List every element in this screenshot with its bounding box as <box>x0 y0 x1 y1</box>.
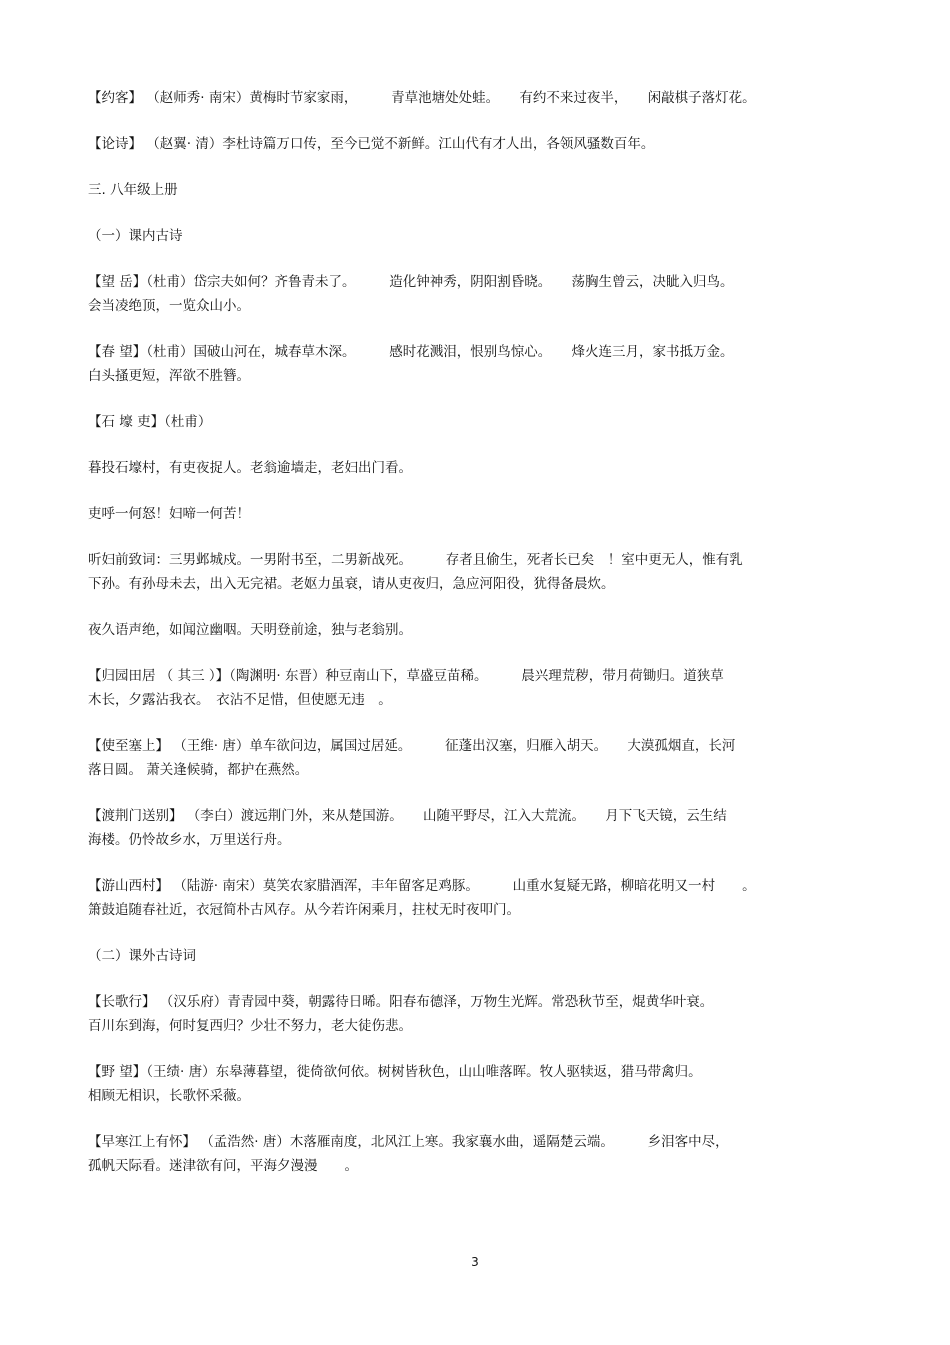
paragraph-yewang: 【野 望】（王绩· 唐）东皋薄暮望，徙倚欲何依。树树皆秋色，山山唯落晖。牧人驱犊返，猎马带禽归。 相顾无相识，长歌怀采薇。 <box>88 1064 702 1104</box>
section-heading-grade8: 三. 八年级上册 <box>88 182 178 198</box>
paragraph-chunwang: 【春 望】（杜甫）国破山河在，城春草木深。 感时花溅泪，恨别鸟惊心。 烽火连三月，家书抵万金。 白头搔更短，浑欲不胜簪。 <box>88 344 734 384</box>
paragraph-guiyuantianju: 【归园田居 （ 其三 ）】（陶渊明· 东晋）种豆南山下，草盛豆苗稀。 晨兴理荒秽，带月荷锄归。道狭草 木长，夕露沾我衣。 衣沾不足惜，但使愿无违 。 <box>88 668 724 708</box>
paragraph-shihaoli-4: 夜久语声绝，如闻泣幽咽。天明登前途，独与老翁别。 <box>88 622 412 638</box>
paragraph-yueke: 【约客】 （赵师秀· 南宋）黄梅时节家家雨， 青草池塘处处蛙。 有约不来过夜半， 闲敲棋子落灯花。 <box>88 90 756 106</box>
subsection-heading-extracurricular: （二）课外古诗词 <box>88 948 196 964</box>
paragraph-changgexing: 【长歌行】 （汉乐府）青青园中葵，朝露待日晞。阳春布德泽，万物生光辉。常恐秋节至，焜黄华叶衰。 百川东到海，何时复西归？少壮不努力，老大徒伤悲。 <box>88 994 714 1034</box>
paragraph-youshanxicun: 【游山西村】 （陆游· 南宋）莫笑农家腊酒浑，丰年留客足鸡豚。 山重水复疑无路，柳暗花明又一村 。 箫鼓追随春社近，衣冠简朴古风存。从今若许闲乘月，拄杖无时夜叩门。 <box>88 878 756 918</box>
paragraph-wangyue: 【望 岳】（杜甫）岱宗夫如何？齐鲁青未了。 造化钟神秀，阴阳割昏晓。 荡胸生曾云，决眦入归鸟。 会当凌绝顶，一览众山小。 <box>88 274 734 314</box>
subsection-heading-in-class: （一）课内古诗 <box>88 228 183 244</box>
paragraph-shihaoli-title: 【石 壕 吏】（杜甫） <box>88 414 212 430</box>
paragraph-shihaoli-2: 吏呼一何怒！妇啼一何苦！ <box>88 506 250 522</box>
document-body <box>88 86 848 1200</box>
paragraph-shihaoli-1: 暮投石壕村，有吏夜捉人。老翁逾墙走，老妇出门看。 <box>88 460 412 476</box>
paragraph-lunshi: 【论诗】 （赵翼· 清）李杜诗篇万口传，至今已觉不新鲜。江山代有才人出，各领风骚数百年。 <box>88 136 655 152</box>
paragraph-shihaoli-3: 听妇前致词：三男邺城戍。一男附书至，二男新战死。 存者且偷生，死者长已矣 ！室中更无人，惟有乳 下孙。有孙母未去，出入无完裙。老妪力虽衰，请从吏夜归，急应河阳役，犹得备晨炊。 <box>88 552 743 592</box>
paragraph-zaohanjiangshang: 【早寒江上有怀】 （孟浩然· 唐）木落雁南度，北风江上寒。我家襄水曲，遥隔楚云端。 乡泪客中尽， 孤帆天际看。迷津欲有问，平海夕漫漫 。 <box>88 1134 729 1174</box>
paragraph-shizhisaishang: 【使至塞上】 （王维· 唐）单车欲问边，属国过居延。 征蓬出汉塞，归雁入胡天。 大漠孤烟直，长河 落日圆。 萧关逢候骑，都护在燕然。 <box>88 738 736 778</box>
paragraph-dujingmen: 【渡荆门送别】 （李白）渡远荆门外，来从楚国游。 山随平野尽，江入大荒流。 月下飞天镜，云生结 海楼。仍怜故乡水，万里送行舟。 <box>88 808 727 848</box>
page-number: 3 <box>471 1255 479 1269</box>
